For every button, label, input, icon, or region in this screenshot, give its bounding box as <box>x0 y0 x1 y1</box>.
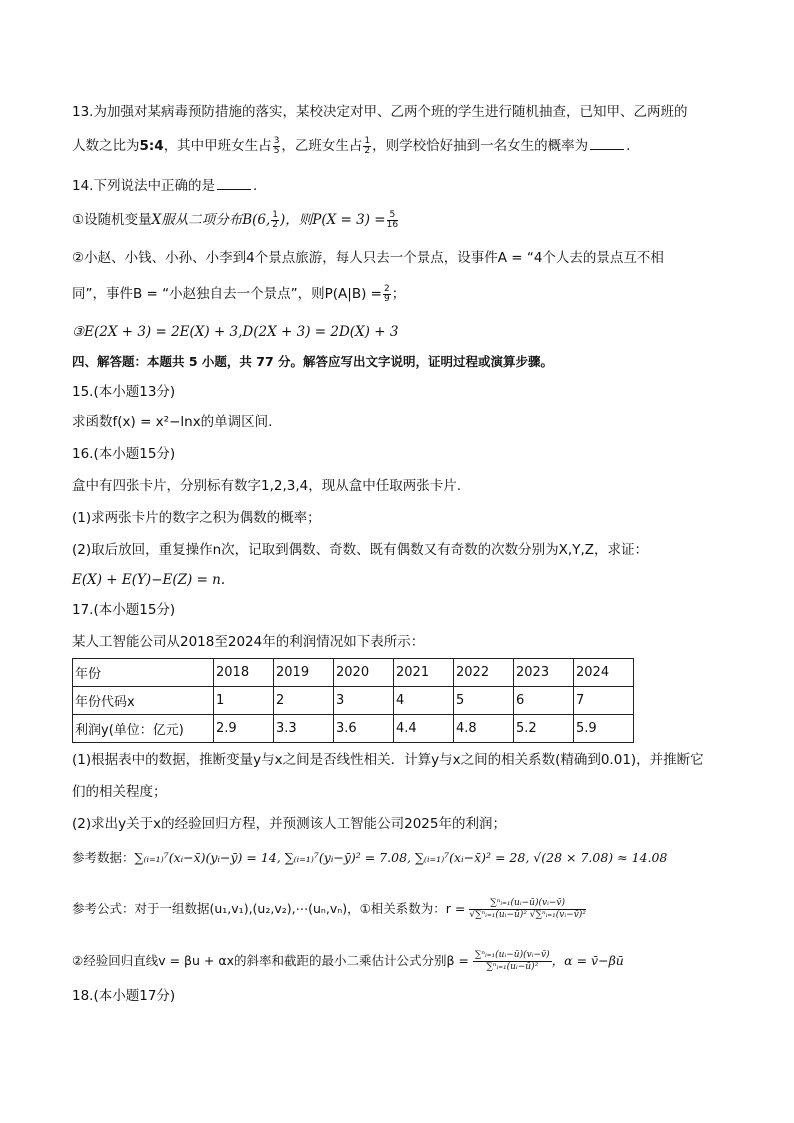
table-row: 利润y(单位：亿元) 2.9 3.3 3.6 4.4 4.8 5.2 5.9 <box>73 715 634 743</box>
q16-part2: (2)取后放回，重复操作n次，记取到偶数、奇数、既有偶数又有奇数的次数分别为X,Y,Z，求证： <box>72 542 649 558</box>
q17-reference-formula: 参考公式：对于一组数据(u₁,v₁),(u₂,v₂),⋯(uₙ,vₙ)，①相关系数为：r = $\frac{\text{∑ⁿᵢ₌₁(uᵢ−ū)(vᵢ−v̄)}}{\text{√∑ⁿᵢ₌₁(uᵢ−ū)² √∑ⁿᵢ₌₁(vᵢ−v̄)²}}$ <box>72 898 586 920</box>
correlation-fraction: $\frac{\text{∑ⁿᵢ₌₁(uᵢ−ū)(vᵢ−v̄)}}{\text{√∑ⁿᵢ₌₁(uᵢ−ū)² √∑ⁿᵢ₌₁(vᵢ−v̄)²}}$ <box>469 898 586 920</box>
fraction-1-2: $\frac{1}{2}$ <box>364 135 371 156</box>
q17-regression-formula: ②经验回归直线v = βu + αx的斜率和截距的最小二乘估计公式分别β = $\frac{\text{∑ⁿᵢ₌₁(uᵢ−ū)(vᵢ−v̄)}}{\text{∑ⁿᵢ₌₁(uᵢ−ū)²}}$ ，α = v̄−βū <box>72 950 624 972</box>
profit-table <box>72 658 634 743</box>
q16-header: 16.(本小题15分) <box>72 446 176 462</box>
answer-blank <box>217 177 251 190</box>
ratio: 5:4 <box>139 138 164 154</box>
q13-line2: 人数之比为5:4，其中甲班女生占 $\frac{3}{5}$ ，乙班女生占 $\frac{1}{2}$ ，则学校恰好抽到一名女生的概率为 . <box>72 135 631 156</box>
answer-blank <box>590 137 624 150</box>
q17-reference-data: 参考数据：∑₍ᵢ₌₁₎⁷(xᵢ−x̄)(yᵢ−ȳ) = 14, ∑₍ᵢ₌₁₎⁷(yᵢ−ȳ)² = 7.08, ∑₍ᵢ₌₁₎⁷(xᵢ−x̄)² = 28, √(28 × 7.08) ≈ 14.08 <box>72 850 668 865</box>
fraction-1-2: $\frac{1}{2}$ <box>272 209 279 230</box>
fraction-5-16: $\frac{5}{16}$ <box>386 209 399 230</box>
q16-text: 盒中有四张卡片，分别标有数字1,2,3,4，现从盒中任取两张卡片. <box>72 478 462 494</box>
q14-option3: ③E(2X + 3) = 2E(X) + 3,D(2X + 3) = 2D(X) + 3 <box>72 324 399 340</box>
table-row: 年份 2018 2019 2020 2021 2022 2023 2024 <box>73 659 634 687</box>
q15-text: 求函数f(x) = x²−lnx的单调区间. <box>72 414 273 430</box>
table-row: 年份代码x 1 2 3 4 5 6 7 <box>73 687 634 715</box>
q14-title: 14.下列说法中正确的是 . <box>72 178 258 194</box>
q17-header: 17.(本小题15分) <box>72 602 176 618</box>
q13-line1: 13.为加强对某病毒预防措施的落实，某校决定对甲、乙两个班的学生进行随机抽查，已知甲、乙两班的 <box>72 104 688 120</box>
q14-option2-line2: 同”，事件B = “小赵独自去一个景点”，则P(A|B) = $\frac{2}{9}$ ； <box>72 283 406 304</box>
beta-fraction: $\frac{\text{∑ⁿᵢ₌₁(uᵢ−ū)(vᵢ−v̄)}}{\text{∑ⁿᵢ₌₁(uᵢ−ū)²}}$ <box>474 950 550 972</box>
q16-part1: (1)求两张卡片的数字之积为偶数的概率； <box>72 510 321 526</box>
q14-option2-line1: ②小赵、小钱、小孙、小李到4个景点旅游，每人只去一个景点，设事件A = “4个人去的景点互不相 <box>72 250 664 266</box>
q18-header: 18.(本小题17分) <box>72 988 176 1004</box>
fraction-2-9: $\frac{2}{9}$ <box>383 283 390 304</box>
q17-part2: (2)求出y关于x的经验回归方程，并预测该人工智能公司2025年的利润； <box>72 816 506 832</box>
fraction-3-5: $\frac{3}{5}$ <box>273 135 280 156</box>
q14-option1: ①设随机变量X服从二项分布B(6, $\frac{1}{2}$ )，则P(X = 3) = $\frac{5}{16}$ <box>72 209 399 230</box>
q16-formula: E(X) + E(Y)−E(Z) = n. <box>72 572 226 588</box>
q15-header: 15.(本小题13分) <box>72 384 176 400</box>
section-heading: 四、解答题：本题共 5 小题，共 77 分。解答应写出文字说明，证明过程或演算步骤。 <box>72 354 554 369</box>
q17-intro: 某人工智能公司从2018至2024年的利润情况如下表所示： <box>72 634 425 650</box>
q17-part1-line2: 们的相关程度； <box>72 784 167 800</box>
q17-part1-line1: (1)根据表中的数据，推断变量y与x之间是否线性相关．计算y与x之间的相关系数(精确到0.01)，并推断它 <box>72 752 704 768</box>
